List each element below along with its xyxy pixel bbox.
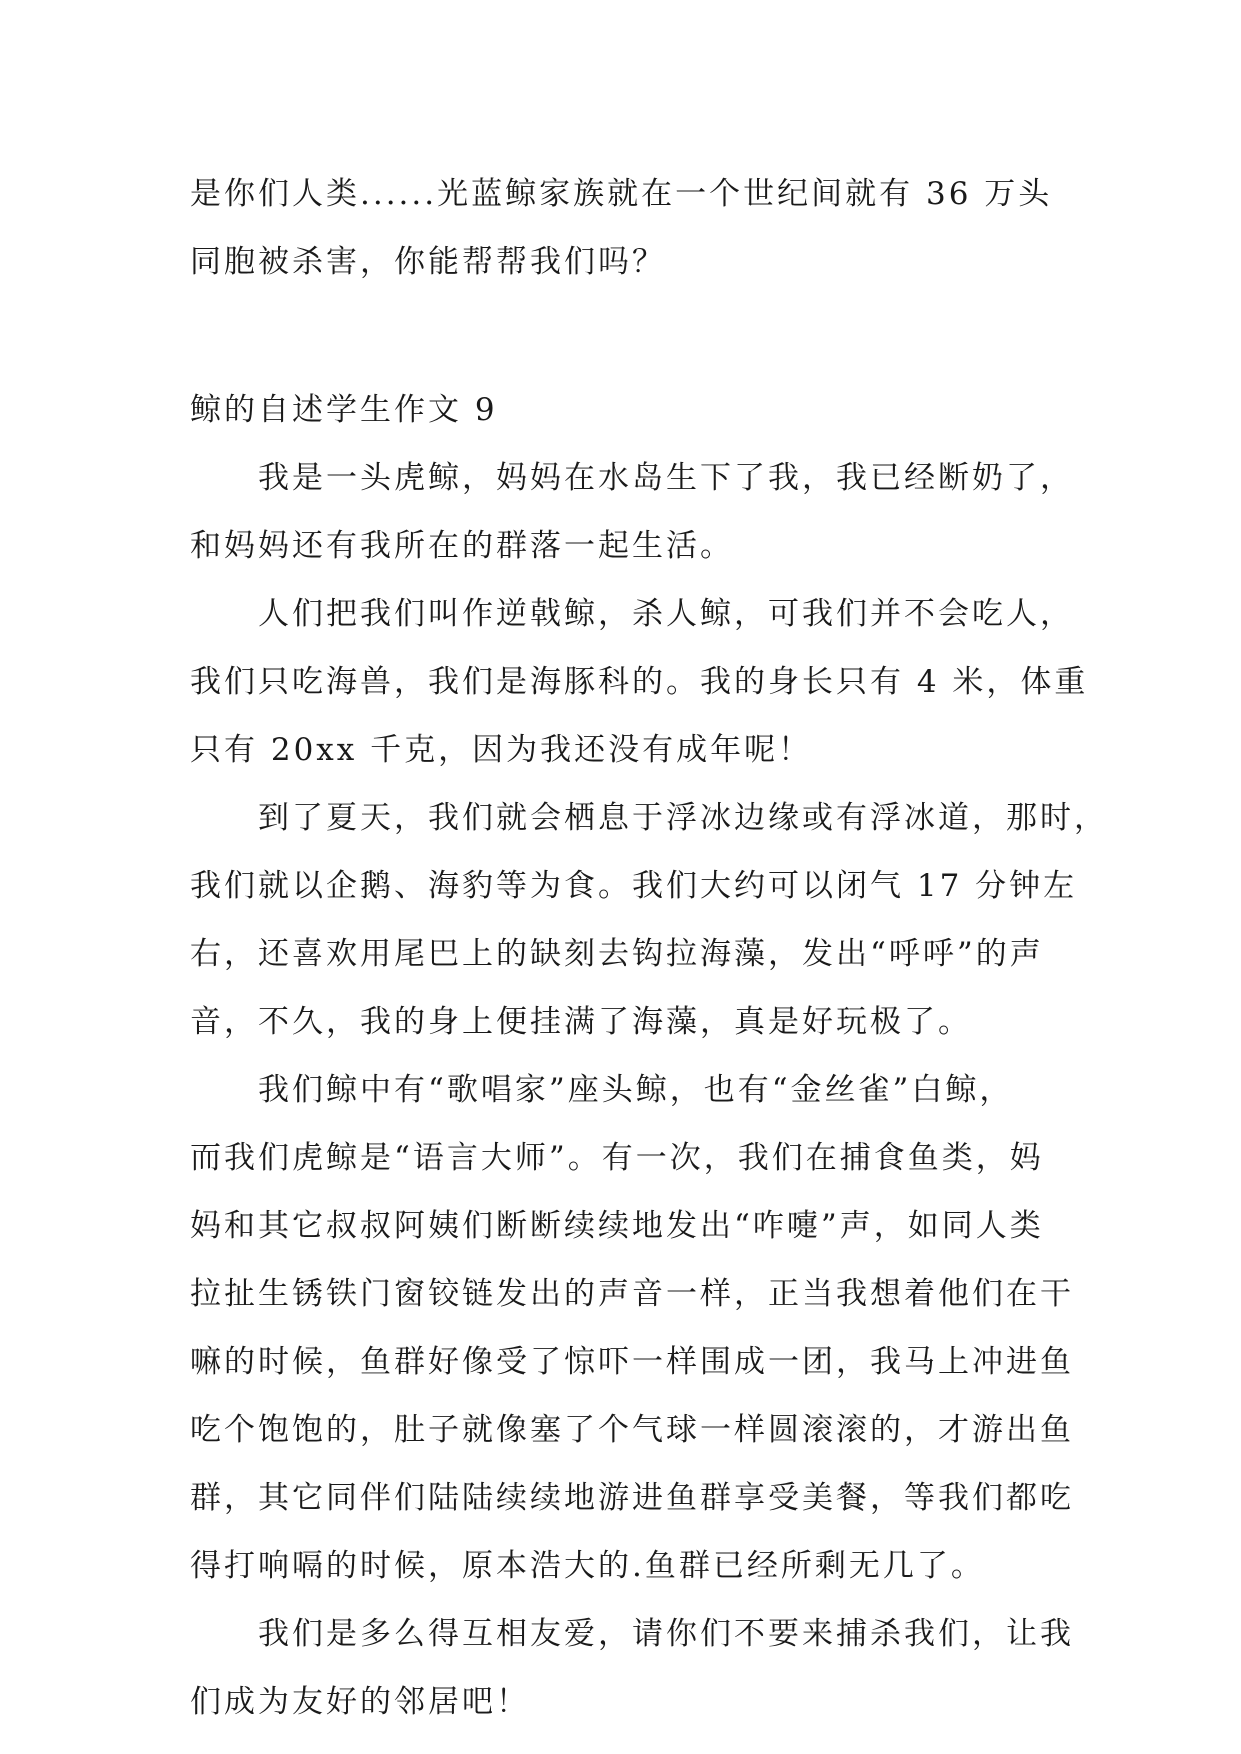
paragraph-line: 我们就以企鹅、海豹等为食。我们大约可以闭气 17 分钟左 [190,868,1078,904]
paragraph-line: 得打响嗝的时候，原本浩大的.鱼群已经所剩无几了。 [190,1548,985,1584]
paragraph-line: 吃个饱饱的，肚子就像塞了个气球一样圆滚滚的，才游出鱼 [190,1412,1074,1448]
paragraph [190,444,1074,580]
paragraph-line: 群，其它同伴们陆陆续续地游进鱼群享受美餐，等我们都吃 [190,1480,1074,1516]
paragraph-line: 们成为友好的邻居吧！ [190,1684,530,1720]
section-gap [190,296,1070,376]
paragraph-line: 人们把我们叫作逆戟鲸，杀人鲸，可我们并不会吃人， [258,596,1074,632]
paragraph [190,1600,1074,1736]
paragraph-line: 只有 20xx 千克，因为我还没有成年呢！ [190,732,813,768]
document-body [190,160,1108,1736]
intro-line: 是你们人类......光蓝鲸家族就在一个世纪间就有 36 万头 [190,176,1053,212]
paragraph-line: 嘛的时候，鱼群好像受了惊吓一样围成一团，我马上冲进鱼 [190,1344,1074,1380]
paragraph-line: 我们鲸中有“歌唱家”座头鲸，也有“金丝雀”白鲸， [258,1072,1014,1108]
paragraph-line: 妈和其它叔叔阿姨们断断续续地发出“咋嚏”声，如同人类 [190,1208,1044,1244]
paragraph-line: 我们是多么得互相友爱，请你们不要来捕杀我们，让我 [258,1616,1074,1652]
paragraph-line: 而我们虎鲸是“语言大师”。有一次，我们在捕食鱼类，妈 [190,1140,1044,1176]
paragraph-line: 右，还喜欢用尾巴上的缺刻去钩拉海藻，发出“呼呼”的声 [190,936,1044,972]
paragraph-line: 拉扯生锈铁门窗铰链发出的声音一样，正当我想着他们在干 [190,1276,1074,1312]
paragraph [190,580,1089,784]
section-title: 鲸的自述学生作文 9 [190,392,498,428]
intro-line: 同胞被杀害，你能帮帮我们吗？ [190,244,666,280]
paragraph-line: 到了夏天，我们就会栖息于浮冰边缘或有浮冰道，那时， [258,800,1108,836]
paragraph-line: 和妈妈还有我所在的群落一起生活。 [190,528,734,564]
paragraph-line: 我是一头虎鲸，妈妈在水岛生下了我，我已经断奶了， [258,460,1074,496]
paragraph [190,784,1108,1056]
paragraph [190,1056,1074,1600]
paragraph-line: 音，不久，我的身上便挂满了海藻，真是好玩极了。 [190,1004,972,1040]
paragraph-line: 我们只吃海兽，我们是海豚科的。我的身长只有 4 米，体重 [190,664,1089,700]
